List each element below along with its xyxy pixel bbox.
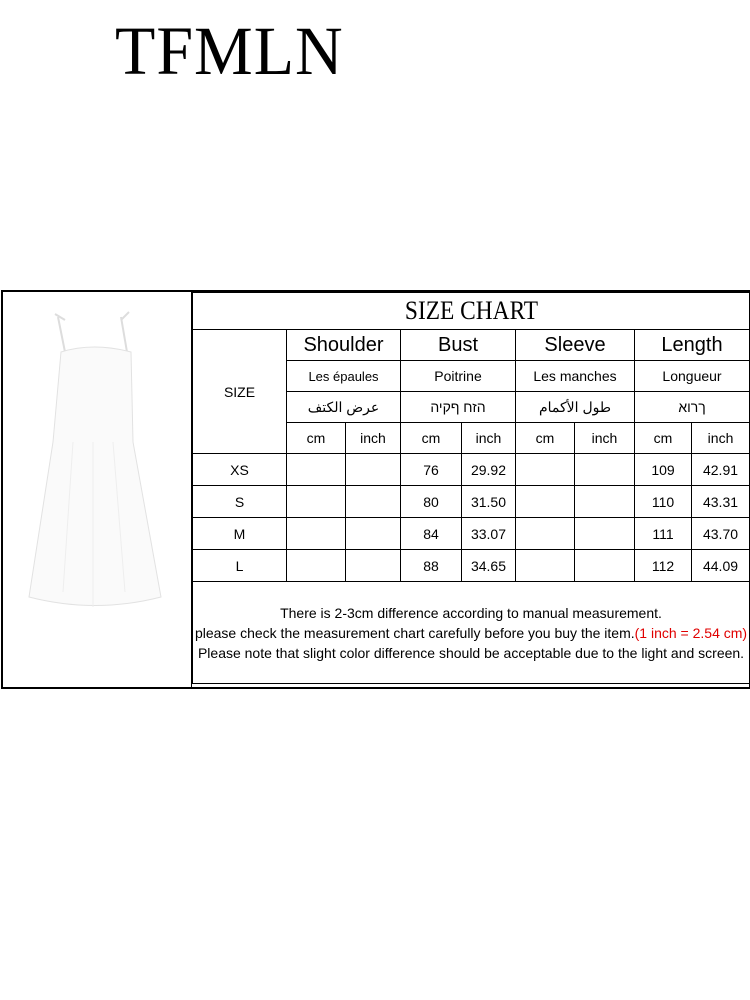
white-dress-image: [3, 292, 191, 687]
empty-cell: [575, 486, 635, 518]
size-chart-frame: [1, 290, 750, 689]
unit-inch: inch: [692, 423, 750, 454]
empty-cell: [575, 518, 635, 550]
length-inch-cell: 42.91: [692, 454, 750, 486]
col-shoulder: Shoulder: [287, 330, 401, 361]
table-row: [193, 454, 750, 486]
col-bust-fr: Poitrine: [401, 361, 516, 392]
table-row: [193, 486, 750, 518]
bust-cm-cell: 84: [401, 518, 462, 550]
length-inch-cell: 43.31: [692, 486, 750, 518]
empty-cell: [516, 518, 575, 550]
length-cm-cell: 111: [635, 518, 692, 550]
note-line-3: Please note that slight color difference should be acceptable due to the light and screen.: [197, 644, 745, 661]
unit-cm: cm: [287, 423, 346, 454]
note-inch-conversion: (1 inch = 2.54 cm): [634, 624, 748, 641]
col-length: Length: [635, 330, 750, 361]
bust-cm-cell: 80: [401, 486, 462, 518]
size-header: SIZE: [193, 330, 287, 454]
unit-cm: cm: [516, 423, 575, 454]
col-sleeve: Sleeve: [516, 330, 635, 361]
empty-cell: [575, 454, 635, 486]
col-sleeve-alt: طول الأكمام: [516, 392, 635, 423]
bust-cm-cell: 76: [401, 454, 462, 486]
empty-cell: [346, 550, 401, 582]
length-inch-cell: 43.70: [692, 518, 750, 550]
unit-inch: inch: [462, 423, 516, 454]
length-cm-cell: 112: [635, 550, 692, 582]
table-row: [193, 550, 750, 582]
unit-cm: cm: [401, 423, 462, 454]
note-line-2: please check the measurement chart carefully before you buy the item.: [194, 624, 635, 641]
brand-logo: TFMLN: [115, 13, 344, 90]
bust-inch-cell: 31.50: [462, 486, 516, 518]
col-sleeve-fr: Les manches: [516, 361, 635, 392]
table-row: [193, 518, 750, 550]
size-cell: XS: [193, 454, 287, 486]
empty-cell: [575, 550, 635, 582]
empty-cell: [346, 486, 401, 518]
empty-cell: [516, 550, 575, 582]
empty-cell: [516, 486, 575, 518]
measurement-notes: [193, 582, 750, 684]
col-bust: Bust: [401, 330, 516, 361]
size-cell: M: [193, 518, 287, 550]
col-shoulder-alt: عرض الكتف: [287, 392, 401, 423]
bust-cm-cell: 88: [401, 550, 462, 582]
unit-inch: inch: [346, 423, 401, 454]
col-bust-alt: הזח ףקיה: [401, 392, 516, 423]
empty-cell: [287, 486, 346, 518]
chart-title: SIZE CHART: [220, 293, 721, 330]
unit-inch: inch: [575, 423, 635, 454]
length-cm-cell: 109: [635, 454, 692, 486]
col-length-alt: ךרוא: [635, 392, 750, 423]
empty-cell: [287, 518, 346, 550]
bust-inch-cell: 29.92: [462, 454, 516, 486]
empty-cell: [346, 518, 401, 550]
length-cm-cell: 110: [635, 486, 692, 518]
size-cell: L: [193, 550, 287, 582]
col-length-fr: Longueur: [635, 361, 750, 392]
bust-inch-cell: 33.07: [462, 518, 516, 550]
empty-cell: [516, 454, 575, 486]
note-line-1: There is 2-3cm difference according to manual measurement.: [280, 604, 662, 621]
empty-cell: [287, 550, 346, 582]
size-table: [192, 292, 750, 684]
length-inch-cell: 44.09: [692, 550, 750, 582]
size-cell: S: [193, 486, 287, 518]
product-image: [3, 292, 192, 687]
empty-cell: [346, 454, 401, 486]
bust-inch-cell: 34.65: [462, 550, 516, 582]
col-shoulder-fr: Les épaules: [287, 361, 401, 392]
empty-cell: [287, 454, 346, 486]
unit-cm: cm: [635, 423, 692, 454]
